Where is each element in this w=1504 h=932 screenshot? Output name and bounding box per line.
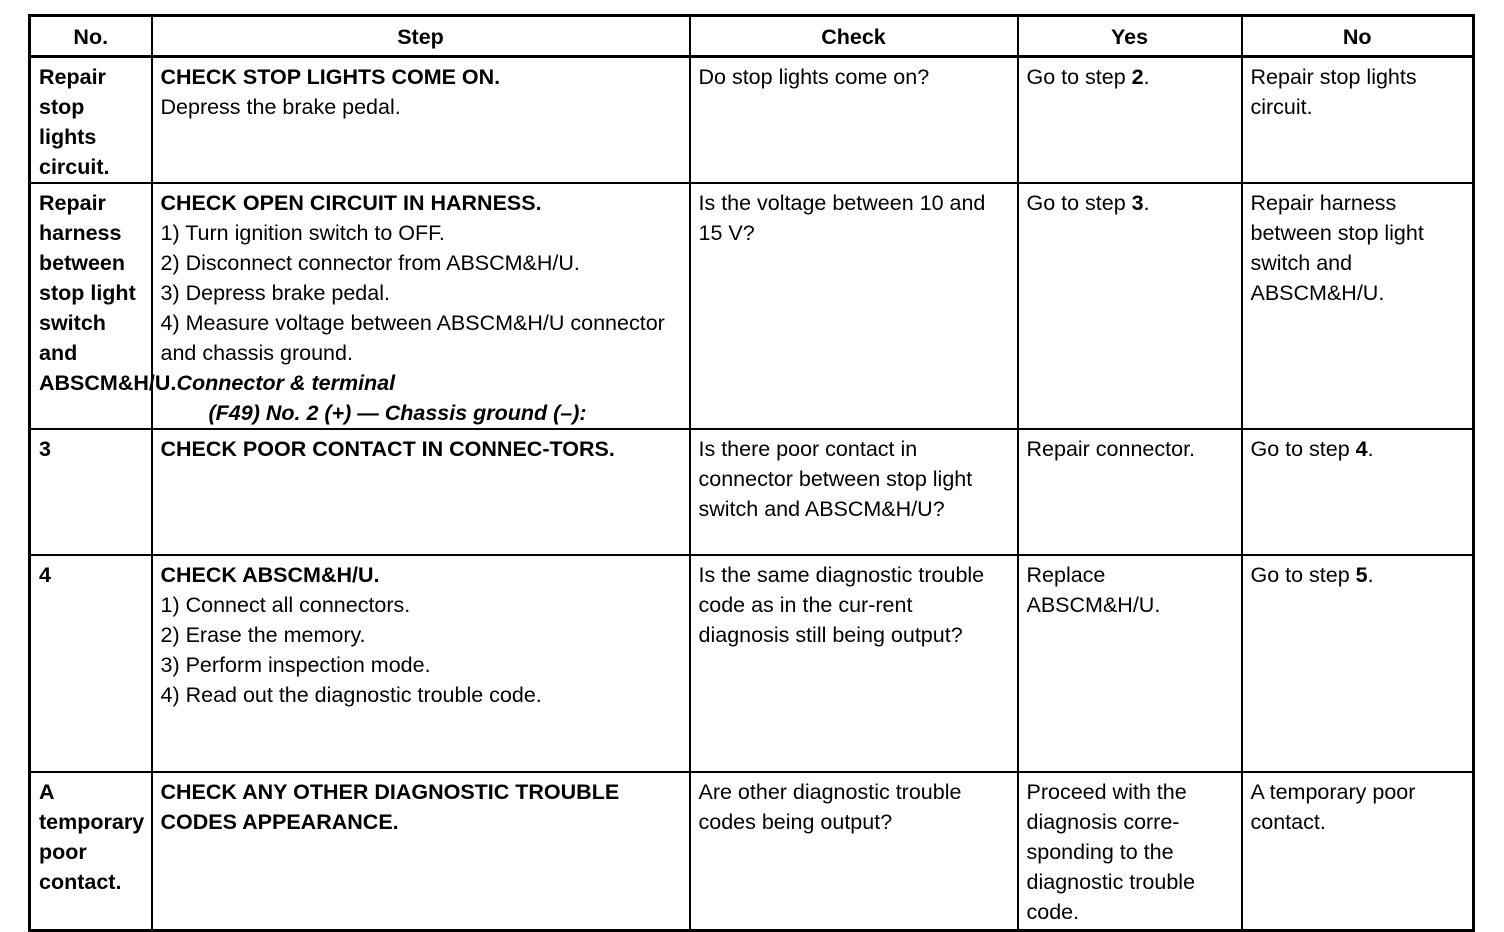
header-check: Check bbox=[690, 16, 1018, 57]
no-action-prefix: Go to step bbox=[1250, 437, 1356, 461]
check-question: Do stop lights come on? bbox=[698, 65, 930, 89]
no-action-prefix: Go to step bbox=[1250, 563, 1356, 587]
no-action bbox=[1251, 560, 1465, 590]
yes-action-suffix: . bbox=[1143, 65, 1150, 89]
header-no: No. bbox=[30, 16, 152, 57]
yes-step-ref: 3 bbox=[1131, 191, 1144, 215]
step-title: CHECK STOP LIGHTS COME ON. bbox=[160, 65, 501, 89]
check-cell bbox=[690, 555, 1018, 772]
check-cell bbox=[690, 183, 1018, 429]
yes-cell bbox=[1018, 555, 1242, 772]
yes-action-prefix: Go to step bbox=[1026, 65, 1132, 89]
no-action-suffix: . bbox=[1367, 437, 1374, 461]
no-cell bbox=[1242, 57, 1474, 184]
step-instruction: 1) Turn ignition switch to OFF. bbox=[160, 221, 445, 245]
step-instruction: 3) Depress brake pedal. bbox=[160, 281, 390, 305]
step-title: CHECK POOR CONTACT IN CONNEC-TORS. bbox=[160, 437, 615, 461]
step-cell bbox=[152, 57, 690, 184]
no-cell bbox=[1242, 772, 1474, 931]
yes-action-prefix: Go to step bbox=[1026, 191, 1132, 215]
check-question: Is the same diagnostic trouble code as in the cur-rent diagnosis still being output? bbox=[698, 563, 985, 647]
step-title: CHECK OPEN CIRCUIT IN HARNESS. bbox=[160, 191, 542, 215]
no-cell bbox=[1242, 429, 1474, 555]
connector-terminal-detail: (F49) No. 2 (+) — Chassis ground (–): bbox=[208, 401, 587, 425]
yes-action: Proceed with the diagnosis corre-sponding to the diagnostic trouble code. bbox=[1026, 780, 1196, 924]
yes-action: Repair connector. bbox=[1026, 437, 1196, 461]
no-action: Repair stop lights circuit. bbox=[1250, 65, 1417, 119]
step-instruction: 2) Erase the memory. bbox=[160, 623, 366, 647]
step-number: 4 bbox=[30, 555, 152, 772]
diagnostic-procedure-table bbox=[28, 14, 1475, 932]
yes-cell bbox=[1018, 772, 1242, 931]
check-question: Are other diagnostic trouble codes being output? bbox=[698, 780, 962, 834]
yes-action bbox=[1027, 188, 1233, 218]
yes-step-ref: 2 bbox=[1131, 65, 1144, 89]
no-step-ref: 4 bbox=[1355, 437, 1368, 461]
no-action bbox=[1251, 434, 1465, 464]
connector-terminal-title: Connector & terminal bbox=[176, 371, 396, 395]
table-row bbox=[30, 183, 1474, 429]
table-row bbox=[30, 772, 1474, 931]
header-yes: Yes bbox=[1018, 16, 1242, 57]
no-action-suffix: . bbox=[1367, 563, 1374, 587]
step-instruction: 4) Read out the diagnostic trouble code. bbox=[160, 683, 542, 707]
check-cell bbox=[690, 772, 1018, 931]
step-instruction: 4) Measure voltage between ABSCM&H/U connector and chassis ground. bbox=[160, 311, 665, 365]
table-row bbox=[30, 555, 1474, 772]
header-no-result: No bbox=[1242, 16, 1474, 57]
step-cell bbox=[152, 772, 690, 931]
step-number: Repair stop lights circuit. bbox=[30, 57, 152, 184]
step-number: A temporary poor contact. bbox=[30, 772, 152, 931]
step-instruction: Depress the brake pedal. bbox=[160, 95, 401, 119]
yes-action bbox=[1027, 62, 1233, 92]
step-cell bbox=[152, 183, 690, 429]
yes-cell bbox=[1018, 57, 1242, 184]
check-cell bbox=[690, 429, 1018, 555]
step-cell bbox=[152, 429, 690, 555]
header-step: Step bbox=[152, 16, 690, 57]
step-cell bbox=[152, 555, 690, 772]
no-step-ref: 5 bbox=[1355, 563, 1368, 587]
step-title: CHECK ABSCM&H/U. bbox=[160, 563, 380, 587]
no-cell bbox=[1242, 183, 1474, 429]
yes-cell bbox=[1018, 183, 1242, 429]
check-question: Is the voltage between 10 and 15 V? bbox=[698, 191, 986, 245]
check-cell bbox=[690, 57, 1018, 184]
table-row bbox=[30, 429, 1474, 555]
no-cell bbox=[1242, 555, 1474, 772]
step-title: CHECK ANY OTHER DIAGNOSTIC TROUBLE CODES APPEARANCE. bbox=[160, 780, 620, 834]
no-action: A temporary poor contact. bbox=[1250, 780, 1416, 834]
yes-cell bbox=[1018, 429, 1242, 555]
yes-action-suffix: . bbox=[1143, 191, 1150, 215]
step-number: Repair harness between stop light switch and ABSCM&H/U. bbox=[30, 183, 152, 429]
check-question: Is there poor contact in connector between stop light switch and ABSCM&H/U? bbox=[698, 437, 973, 521]
no-action: Repair harness between stop light switch and ABSCM&H/U. bbox=[1250, 191, 1424, 305]
step-instruction: 1) Connect all connectors. bbox=[160, 593, 411, 617]
step-instruction: 3) Perform inspection mode. bbox=[160, 653, 431, 677]
table-row bbox=[30, 57, 1474, 184]
step-number: 3 bbox=[30, 429, 152, 555]
header-row bbox=[30, 16, 1474, 57]
yes-action: Replace ABSCM&H/U. bbox=[1026, 563, 1161, 617]
step-instruction: 2) Disconnect connector from ABSCM&H/U. bbox=[160, 251, 580, 275]
